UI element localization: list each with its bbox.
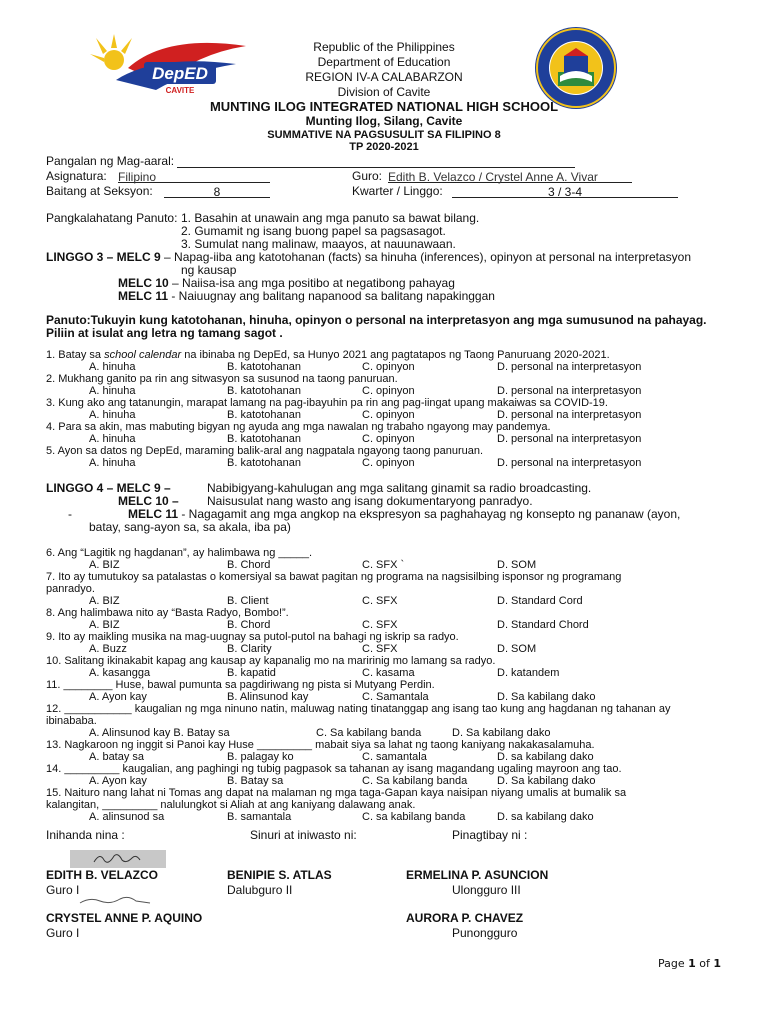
question-4: 4. Para sa akin, mas mabuting bigyan ng ayuda ang mga nawalan ng trabaho ngayong may pandemya. (46, 421, 551, 433)
week3-melc11-text: - Naiuugnay ang balitang napanood sa balitang napakinggan (168, 289, 495, 303)
choice-q12-c: C. Sa kabilang banda (316, 727, 422, 739)
page-label: Page (658, 957, 689, 970)
page-total: 1 (713, 957, 722, 970)
week3-melc10 (118, 276, 455, 290)
week4-dash: - (68, 507, 72, 521)
choice-q7-c: C. SFX (362, 595, 398, 607)
choice-q15-c: C. sa kabilang banda (362, 811, 466, 823)
question-11: 11. ________ Huse, bawal pumunta sa pagdiriwang ng pista si Mutyang Perdin. (46, 679, 435, 691)
instruction-item-3: 3. Sumulat nang malinaw, maayos, at nauunawaan. (181, 237, 456, 251)
week3-melc10-label: MELC 10 (118, 276, 169, 290)
grade-field (164, 184, 270, 198)
choice-q15-a: A. alinsunod sa (89, 811, 165, 823)
choice-q15-b: B. samantala (227, 811, 292, 823)
question-10: 10. Salitang ikinakabit kapag ang kausap ay kapanalig mo na maririnig mo lamang sa radyo. (46, 655, 496, 667)
question-5: 5. Ayon sa datos ng DepEd, maraming balik-aral ang nagpatala ngayong taong panuruan. (46, 445, 484, 457)
choice-q11-a: A. Ayon kay (89, 691, 147, 703)
instruction-item-2: 2. Gumamit ng isang buong papel sa pagsasagot. (181, 224, 446, 238)
grade-value: 8 (164, 185, 270, 198)
instruction-item-1: 1. Basahin at unawain ang mga panuto sa bawat bilang. (181, 211, 480, 225)
choice-q2-a: A. hinuha (89, 385, 136, 397)
choice-q13-c: C. samantala (362, 751, 427, 763)
week3-melc11 (118, 289, 495, 303)
choice-q9-d: D. SOM (497, 643, 537, 655)
checked-label: Sinuri at iniwasto ni: (250, 828, 357, 842)
name-atlas: BENIPIE S. ATLAS (227, 868, 332, 882)
choice-q2-c: C. opinyon (362, 385, 415, 397)
teacher-value: Edith B. Velazco / Crystel Anne A. Vivar (388, 170, 632, 183)
choice-q9-b: B. Clarity (227, 643, 272, 655)
q1-post: na ibinaba ng DepEd, sa Hunyo 2021 ang pagtatapos ng Taong Panuruang 2020-2021. (181, 349, 610, 361)
choice-q4-c: C. opinyon (362, 433, 415, 445)
choice-q5-a: A. hinuha (89, 457, 136, 469)
choice-q11-b: B. Alinsunod kay (227, 691, 309, 703)
choice-q8-c: C. SFX (362, 619, 398, 631)
school-address: Munting Ilog, Silang, Cavite (305, 114, 463, 128)
choice-q13-b: B. palagay ko (227, 751, 294, 763)
week3-melc11-label: MELC 11 (118, 289, 169, 303)
subject-value: Filipino (118, 170, 270, 183)
choice-q1-a: A. hinuha (89, 361, 136, 373)
week3-melc9 (46, 250, 691, 264)
week4-melc10-text: Naisusulat nang wasto ang isang dokumentaryong panradyo. (207, 494, 533, 508)
question-2: 2. Mukhang ganito pa rin ang sitwasyon sa susunod na taong panuruan. (46, 373, 398, 385)
choice-q11-c: C. Samantala (362, 691, 429, 703)
name-field (46, 154, 575, 168)
page-num: 1 (688, 957, 696, 970)
choice-q5-c: C. opinyon (362, 457, 415, 469)
question-8: 8. Ang halimbawa nito ay “Basta Radyo, Bombo!”. (46, 607, 289, 619)
role-atlas: Dalubguro II (227, 883, 293, 897)
name-velazco: EDITH B. VELAZCO (46, 868, 159, 882)
choice-q11-d: D. Sa kabilang dako (497, 691, 596, 703)
week3-melc9-cont: ng kausap (181, 263, 237, 277)
quarter-label: Kwarter / Linggo: (352, 184, 443, 198)
role-chavez: Punongguro (452, 926, 518, 940)
choice-q3-a: A. hinuha (89, 409, 136, 421)
page-number (658, 957, 721, 970)
choice-q12-d: D. Sa kabilang dako (452, 727, 551, 739)
choice-q14-c: C. Sa kabilang banda (362, 775, 468, 787)
week4-melc11-cont: batay, sang-ayon sa, sa akala, iba pa) (89, 520, 291, 534)
question-15: 15. Naituro nang lahat ni Tomas ang dapat na malaman ng mga taga-Gapan kaya naisipan niyang umalis at bumalik sa (46, 787, 627, 799)
question-7: 7. Ito ay tumutukoy sa patalastas o komersiyal sa bawat pagitan ng programa na nagsisilbing isponsor ng programang (46, 571, 622, 583)
choice-q4-d: D. personal na interpretasyon (497, 433, 642, 445)
choice-q15-d: D. sa kabilang dako (497, 811, 594, 823)
question-7-cont: panradyo. (46, 583, 95, 595)
choice-q6-a: A. BIZ (89, 559, 120, 571)
choice-q1-d: D. personal na interpretasyon (497, 361, 642, 373)
choice-q13-a: A. batay sa (89, 751, 145, 763)
choice-q1-c: C. opinyon (362, 361, 415, 373)
choice-q3-d: D. personal na interpretasyon (497, 409, 642, 421)
directions-line-2: Piliin at isulat ang letra ng tamang sagot . (46, 326, 283, 340)
choice-q9-c: C. SFX (362, 643, 398, 655)
choice-q6-c: C. SFX ` (362, 559, 405, 571)
prepared-label: Inihanda nina : (46, 828, 125, 842)
choice-q12-a: A. Alinsunod kay B. Batay sa (89, 727, 230, 739)
role-velazco: Guro I (46, 883, 80, 897)
choice-q6-b: B. Chord (227, 559, 271, 571)
week4-melc9-text: Nabibigyang-kahulugan ang mga salitang ginamit sa radio broadcasting. (207, 481, 592, 495)
role-asuncion: Ulongguro III (452, 883, 521, 897)
republic-text: Republic of the Philippines (313, 40, 455, 54)
week4-melc10-label: MELC 10 – (118, 494, 179, 508)
role-aquino: Guro I (46, 926, 80, 940)
approved-label: Pinagtibay ni : (452, 828, 528, 842)
signature-velazco (70, 850, 166, 868)
choice-q7-a: A. BIZ (89, 595, 120, 607)
week4-melc11 (128, 507, 680, 521)
choice-q4-b: B. katotohanan (227, 433, 302, 445)
week3-title: LINGGO 3 – MELC 9 (46, 250, 161, 264)
deped-logo-sub: CAVITE (165, 86, 195, 95)
grade-label: Baitang at Seksyon: (46, 184, 153, 198)
teacher-field (388, 169, 632, 183)
q1-italic: school calendar (104, 349, 182, 361)
choice-q5-b: B. katotohanan (227, 457, 302, 469)
choice-q9-a: A. Buzz (89, 643, 127, 655)
choice-q14-b: B. Batay sa (227, 775, 284, 787)
choice-q10-a: A. kasangga (89, 667, 151, 679)
choice-q7-d: D. Standard Cord (497, 595, 583, 607)
choice-q1-b: B. katotohanan (227, 361, 302, 373)
deped-logo-text: DepED (152, 64, 208, 83)
question-14: 14. _________ kaugalian, ang paghingi ng tubig pagpasok sa tahanan ay isang magandang ugaling mayroon ang tao. (46, 763, 622, 775)
signature-aquino-graphic (70, 893, 166, 911)
question-12: 12. ___________ kaugalian ng mga ninuno natin, maluwag nating tinatanggap ang isang tao kung ang hagdanan ng tahanan ay (46, 703, 671, 715)
choice-q2-b: B. katotohanan (227, 385, 302, 397)
choice-q6-d: D. SOM (497, 559, 537, 571)
choice-q10-c: C. kasama (362, 667, 415, 679)
choice-q3-c: C. opinyon (362, 409, 415, 421)
question-12-cont: ibinababa. (46, 715, 97, 727)
name-asuncion: ERMELINA P. ASUNCION (406, 868, 549, 882)
week3-melc9-text: – Napag-iiba ang katotohanan (facts) sa hinuha (inferences), opinyon at personal na interpretasyon (160, 250, 692, 264)
school-year: TP 2020-2021 (349, 141, 419, 153)
q1-pre: 1. Batay sa (46, 349, 105, 361)
question-9: 9. Ito ay maikling musika na mag-uugnay sa putol-putol na bahagi ng iskrip sa radyo. (46, 631, 459, 643)
choice-q14-d: D. Sa kabilang dako (497, 775, 596, 787)
quarter-field (452, 184, 678, 198)
question-3: 3. Kung ako ang tatanungin, marapat lamang na pag-ibayuhin pa rin ang pag-iingat upang makaiwas sa COVID-19. (46, 397, 608, 409)
week4-title: LINGGO 4 – MELC 9 – (46, 481, 171, 495)
choice-q7-b: B. Client (227, 595, 269, 607)
choice-q8-a: A. BIZ (89, 619, 120, 631)
quarter-value: 3 / 3-4 (452, 185, 678, 198)
signature-aquino (70, 893, 166, 911)
name-chavez: AURORA P. CHAVEZ (406, 911, 524, 925)
subject-field (118, 169, 270, 183)
choice-q5-d: D. personal na interpretasyon (497, 457, 642, 469)
week4-melc11-text: - Nagagamit ang mga angkop na ekspresyon sa paghahayag ng konsepto ng pananaw (ayon, (178, 507, 681, 521)
region-text: REGION IV-A CALABARZON (305, 70, 463, 84)
choice-q3-b: B. katotohanan (227, 409, 302, 421)
teacher-label: Guro: (352, 169, 383, 183)
exam-title: SUMMATIVE NA PAGSUSULIT SA FILIPINO 8 (267, 129, 501, 141)
question-13: 13. Nagkaroon ng inggit si Panoi kay Huse _________ mabait siya sa lahat ng taong kaniyang nakakasalamuha. (46, 739, 595, 751)
choice-q14-a: A. Ayon kay (89, 775, 147, 787)
choice-q13-d: D. sa kabilang dako (497, 751, 594, 763)
choice-q8-b: B. Chord (227, 619, 271, 631)
school-name: MUNTING ILOG INTEGRATED NATIONAL HIGH SCHOOL (209, 99, 559, 114)
question-15-cont: kalangitan, _________ nalulungkot si Aliah at ang kaniyang dalawang anak. (46, 799, 416, 811)
choice-q10-d: D. katandem (497, 667, 560, 679)
page-of: of (695, 957, 714, 970)
name-label: Pangalan ng Mag-aaral: (46, 154, 175, 168)
subject-label: Asignatura: (46, 169, 107, 183)
directions-line-1: Panuto:Tukuyin kung katotohanan, hinuha, opinyon o personal na interpretasyon ang mga sumusunod na pahayag. (46, 313, 707, 327)
division-text: Division of Cavite (337, 85, 431, 99)
instructions-label: Pangkalahatang Panuto: (46, 211, 178, 225)
week4-melc11-label: MELC 11 (128, 507, 179, 521)
choice-q2-d: D. personal na interpretasyon (497, 385, 642, 397)
question-6: 6. Ang “Lagitik ng hagdanan”, ay halimbawa ng _____. (46, 547, 313, 559)
department-text: Department of Education (317, 55, 451, 69)
choice-q4-a: A. hinuha (89, 433, 136, 445)
signature-velazco-graphic (70, 850, 166, 868)
name-aquino: CRYSTEL ANNE P. AQUINO (46, 911, 203, 925)
choice-q8-d: D. Standard Chord (497, 619, 589, 631)
week4-melc9 (46, 481, 171, 495)
week3-melc10-text: – Naiisa-isa ang mga positibo at negatibong pahayag (168, 276, 455, 290)
name-blank (177, 155, 575, 168)
choice-q10-b: B. kapatid (227, 667, 276, 679)
